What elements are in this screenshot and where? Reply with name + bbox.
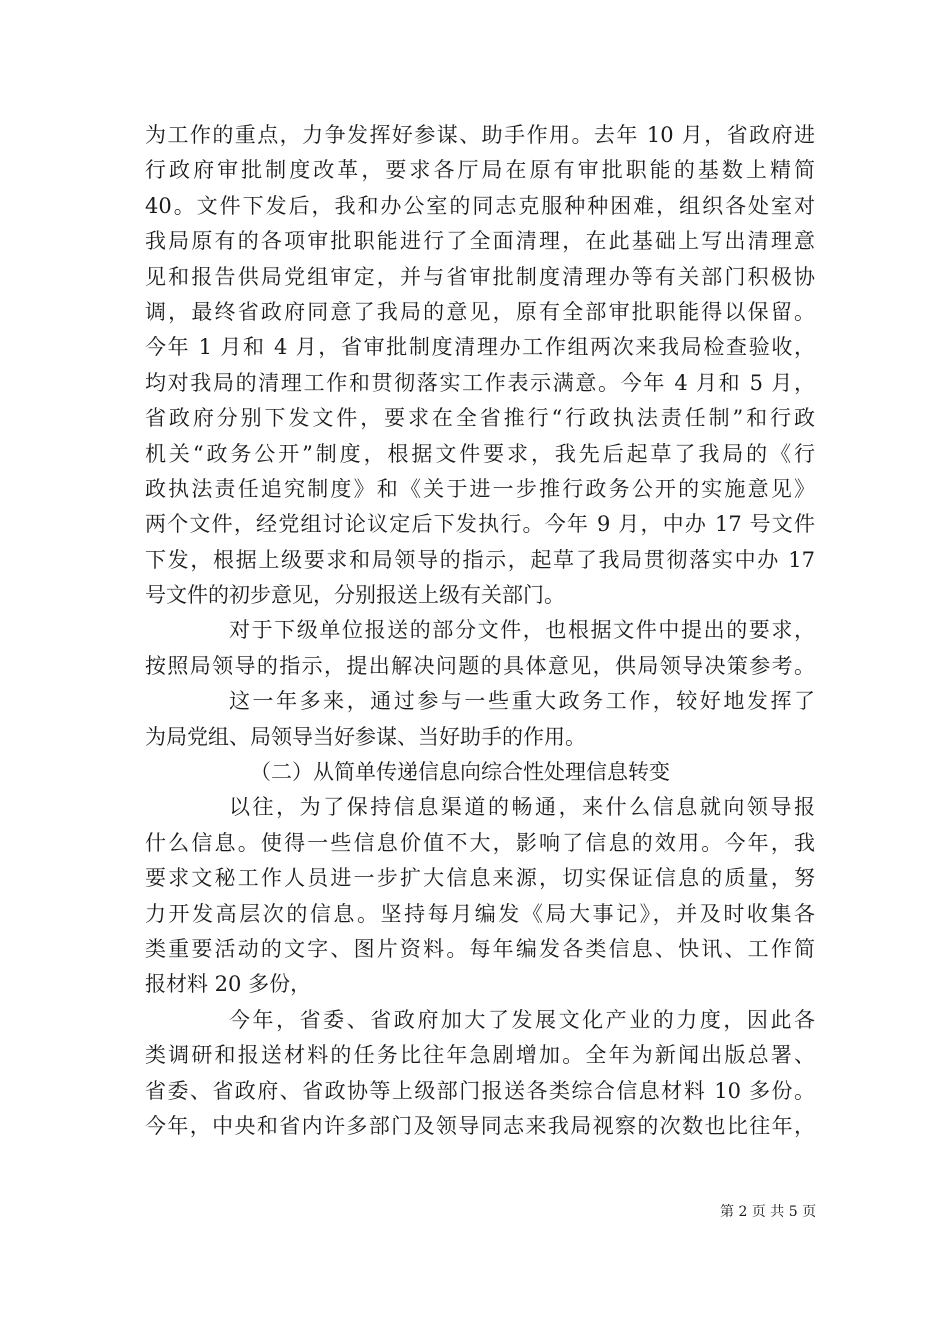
paragraph-first-line: 对于下级单位报送的部分文件，也根据文件中提出的要求， [229,618,815,643]
paragraph-first-line: 以往，为了保持信息渠道的畅通，来什么信息就向领导报 [229,795,815,820]
text-line: 机关“政务公开”制度，根据文件要求，我先后起草了我局的《行 [145,441,815,466]
text-line: 什么信息。使得一些信息价值不大，影响了信息的效用。今年，我 [145,830,815,855]
text-line: 40。文件下发后，我和办公室的同志克服种种困难，组织各处室对 [145,193,815,218]
paragraph-first-line: 今年，省委、省政府加大了发展文化产业的力度，因此各 [229,1007,815,1032]
text-line: 要求文秘工作人员进一步扩大信息来源，切实保证信息的质量，努 [145,866,815,891]
text-line: 按照局领导的指示，提出解决问题的具体意见，供局领导决策参考。 [145,653,815,678]
text-line: 我局原有的各项审批职能进行了全面清理，在此基础上写出清理意 [145,229,815,254]
text-line: 力开发高层次的信息。坚持每月编发《局大事记》，并及时收集各 [145,901,815,926]
text-line: 为局党组、局领导当好参谋、当好助手的作用。 [145,724,586,749]
text-line: 两个文件，经党组讨论议定后下发执行。今年 9 月，中办 17 号文件 [145,512,815,537]
text-line: 为工作的重点，力争发挥好参谋、助手作用。去年 10 月，省政府进 [145,123,815,147]
text-line: 今年，中央和省内许多部门及领导同志来我局视察的次数也比往年， [145,1113,815,1138]
section-heading: （二）从简单传递信息向综合性处理信息转变 [250,760,670,785]
text-line: 均对我局的清理工作和贯彻落实工作表示满意。今年 4 月和 5 月， [145,370,815,395]
text-line: 下发，根据上级要求和局领导的指示，起草了我局贯彻落实中办 17 [145,547,815,572]
text-line: 政执法责任追究制度》和《关于进一步推行政务公开的实施意见》 [145,476,815,501]
text-line: 省委、省政府、省政协等上级部门报送各类综合信息材料 10 多份。 [145,1078,815,1103]
text-line: 省政府分别下发文件，要求在全省推行“行政执法责任制”和行政 [145,406,815,431]
text-line: 调，最终省政府同意了我局的意见，原有全部审批职能得以保留。 [145,299,815,324]
text-line: 报材料 20 多份， [145,972,312,997]
text-line: 行政府审批制度改革，要求各厅局在原有审批职能的基数上精简 [145,158,815,183]
text-line: 类调研和报送材料的任务比往年急剧增加。全年为新闻出版总署、 [145,1043,815,1068]
document-body [145,118,815,1144]
text-line: 今年 1 月和 4 月，省审批制度清理办工作组两次来我局检查验收， [145,335,815,360]
text-line: 见和报告供局党组审定，并与省审批制度清理办等有关部门积极协 [145,264,815,289]
text-line: 类重要活动的文字、图片资料。每年编发各类信息、快讯、工作简 [145,936,815,961]
paragraph-first-line: 这一年多来，通过参与一些重大政务工作，较好地发挥了 [229,689,815,714]
page-number-footer: 第 2 页 共 5 页 [720,1204,817,1220]
text-line: 号文件的初步意见，分别报送上级有关部门。 [145,583,565,608]
